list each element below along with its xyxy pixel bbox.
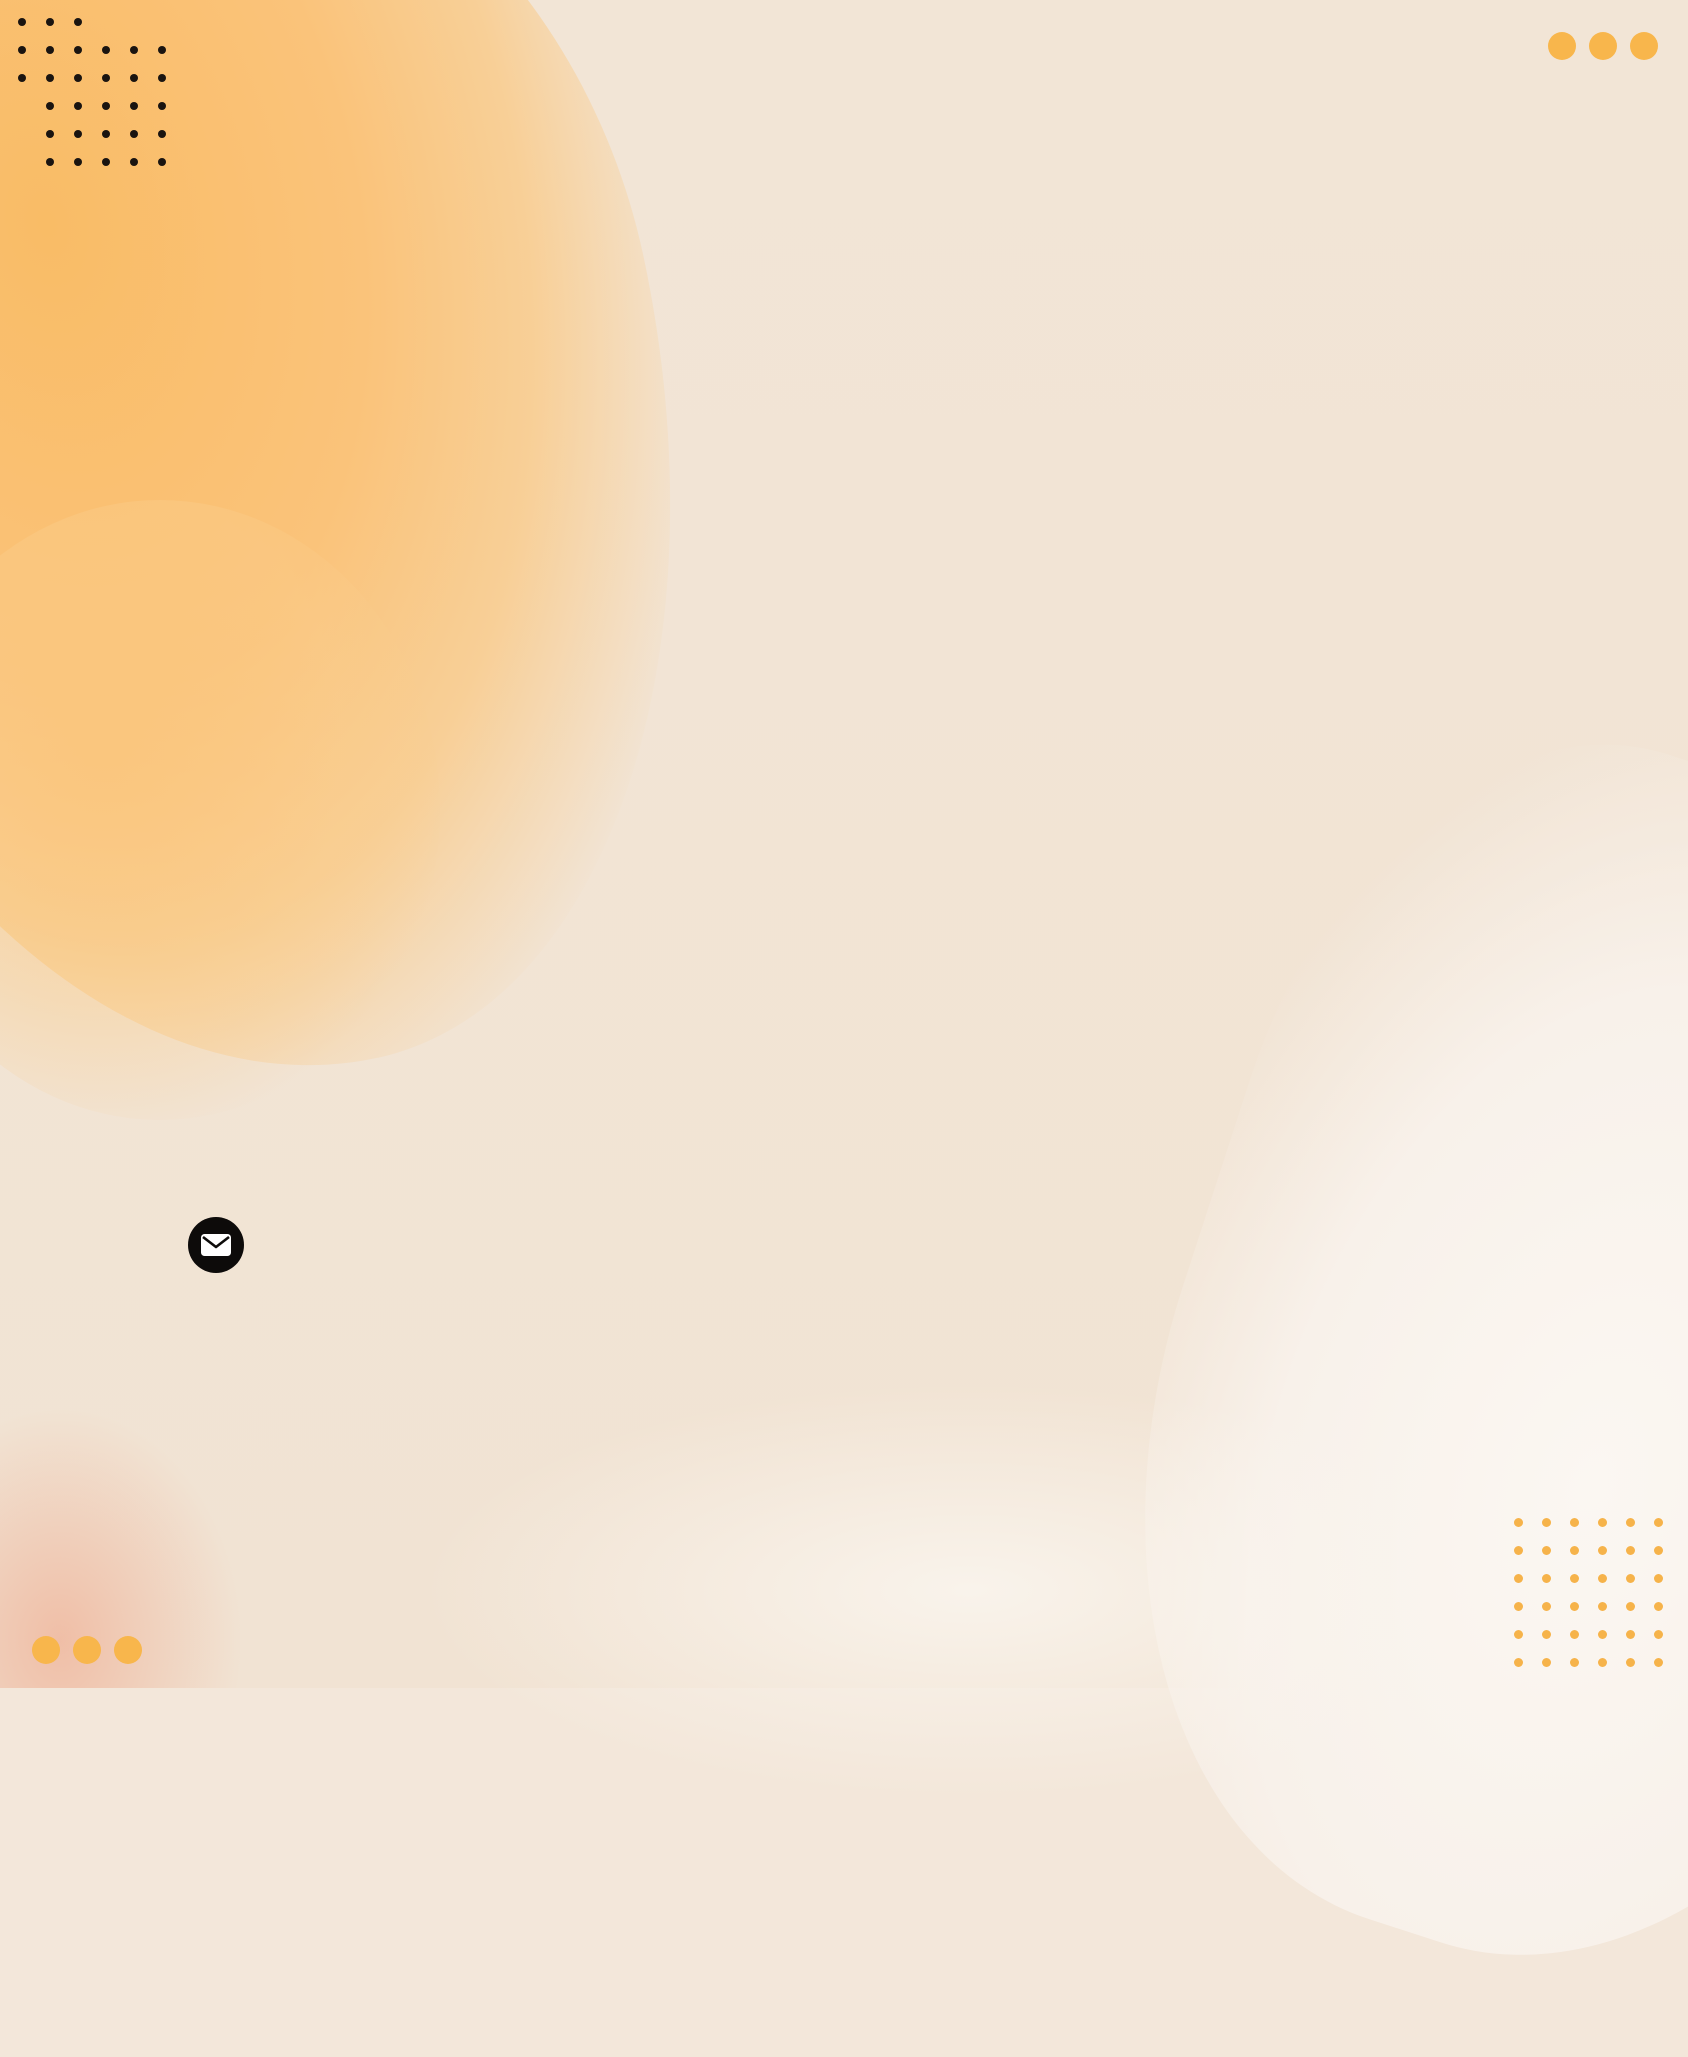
dot [1542,1630,1551,1639]
dot [1598,1518,1607,1527]
dot [158,158,166,166]
dot [18,18,26,26]
dot [46,130,54,138]
dot [130,102,138,110]
orange-circle [1630,32,1658,60]
mail-icon [188,1217,244,1273]
dot [46,46,54,54]
dot [130,130,138,138]
dot [1626,1574,1635,1583]
dot [130,158,138,166]
dot [1542,1546,1551,1555]
dot [1542,1574,1551,1583]
dot [102,158,110,166]
dot [1570,1518,1579,1527]
orange-circle [1548,32,1576,60]
dot [1626,1546,1635,1555]
dot [1570,1630,1579,1639]
dot [102,102,110,110]
dot [46,74,54,82]
dot [1514,1546,1523,1555]
dot [1598,1630,1607,1639]
dot [1514,1602,1523,1611]
dot [1654,1546,1663,1555]
dot [1570,1574,1579,1583]
dot [46,18,54,26]
dot [46,102,54,110]
dot [1654,1574,1663,1583]
dot [18,74,26,82]
dot [1514,1630,1523,1639]
email-contact [188,1216,256,1274]
orange-circle [73,1636,101,1664]
dot [1542,1602,1551,1611]
dot [1542,1658,1551,1667]
dot [74,158,82,166]
dot [102,74,110,82]
orange-circle [1589,32,1617,60]
orange-circle [32,1636,60,1664]
dot [74,74,82,82]
dot [102,46,110,54]
job-posting-body [208,30,1378,290]
dot [1570,1602,1579,1611]
dot [1654,1658,1663,1667]
dot [1542,1518,1551,1527]
dot [1626,1602,1635,1611]
orange-dot-grid-decoration [1508,1514,1688,1688]
dot [158,130,166,138]
dot [130,46,138,54]
dot [1598,1602,1607,1611]
black-dot-grid-decoration [14,14,174,174]
dot [1626,1658,1635,1667]
dot [74,18,82,26]
dot [158,74,166,82]
dot [1654,1602,1663,1611]
dot [1598,1546,1607,1555]
white-brush-shape-bottom [420,1380,1520,1800]
dot [1514,1574,1523,1583]
dot [1598,1658,1607,1667]
dot [74,46,82,54]
dot [1654,1630,1663,1639]
dot [74,102,82,110]
dot [1570,1658,1579,1667]
dot [1654,1518,1663,1527]
dot [102,130,110,138]
dot [1514,1518,1523,1527]
orange-circles-top-right [1548,32,1658,60]
dot [158,102,166,110]
dot [1598,1574,1607,1583]
dot [74,130,82,138]
dot [1570,1546,1579,1555]
dot [18,46,26,54]
dot [1626,1630,1635,1639]
dot [130,74,138,82]
dot [46,158,54,166]
dot [1514,1658,1523,1667]
orange-circle [114,1636,142,1664]
dot [158,46,166,54]
dot [1626,1518,1635,1527]
orange-circles-bottom-left [32,1636,142,1664]
